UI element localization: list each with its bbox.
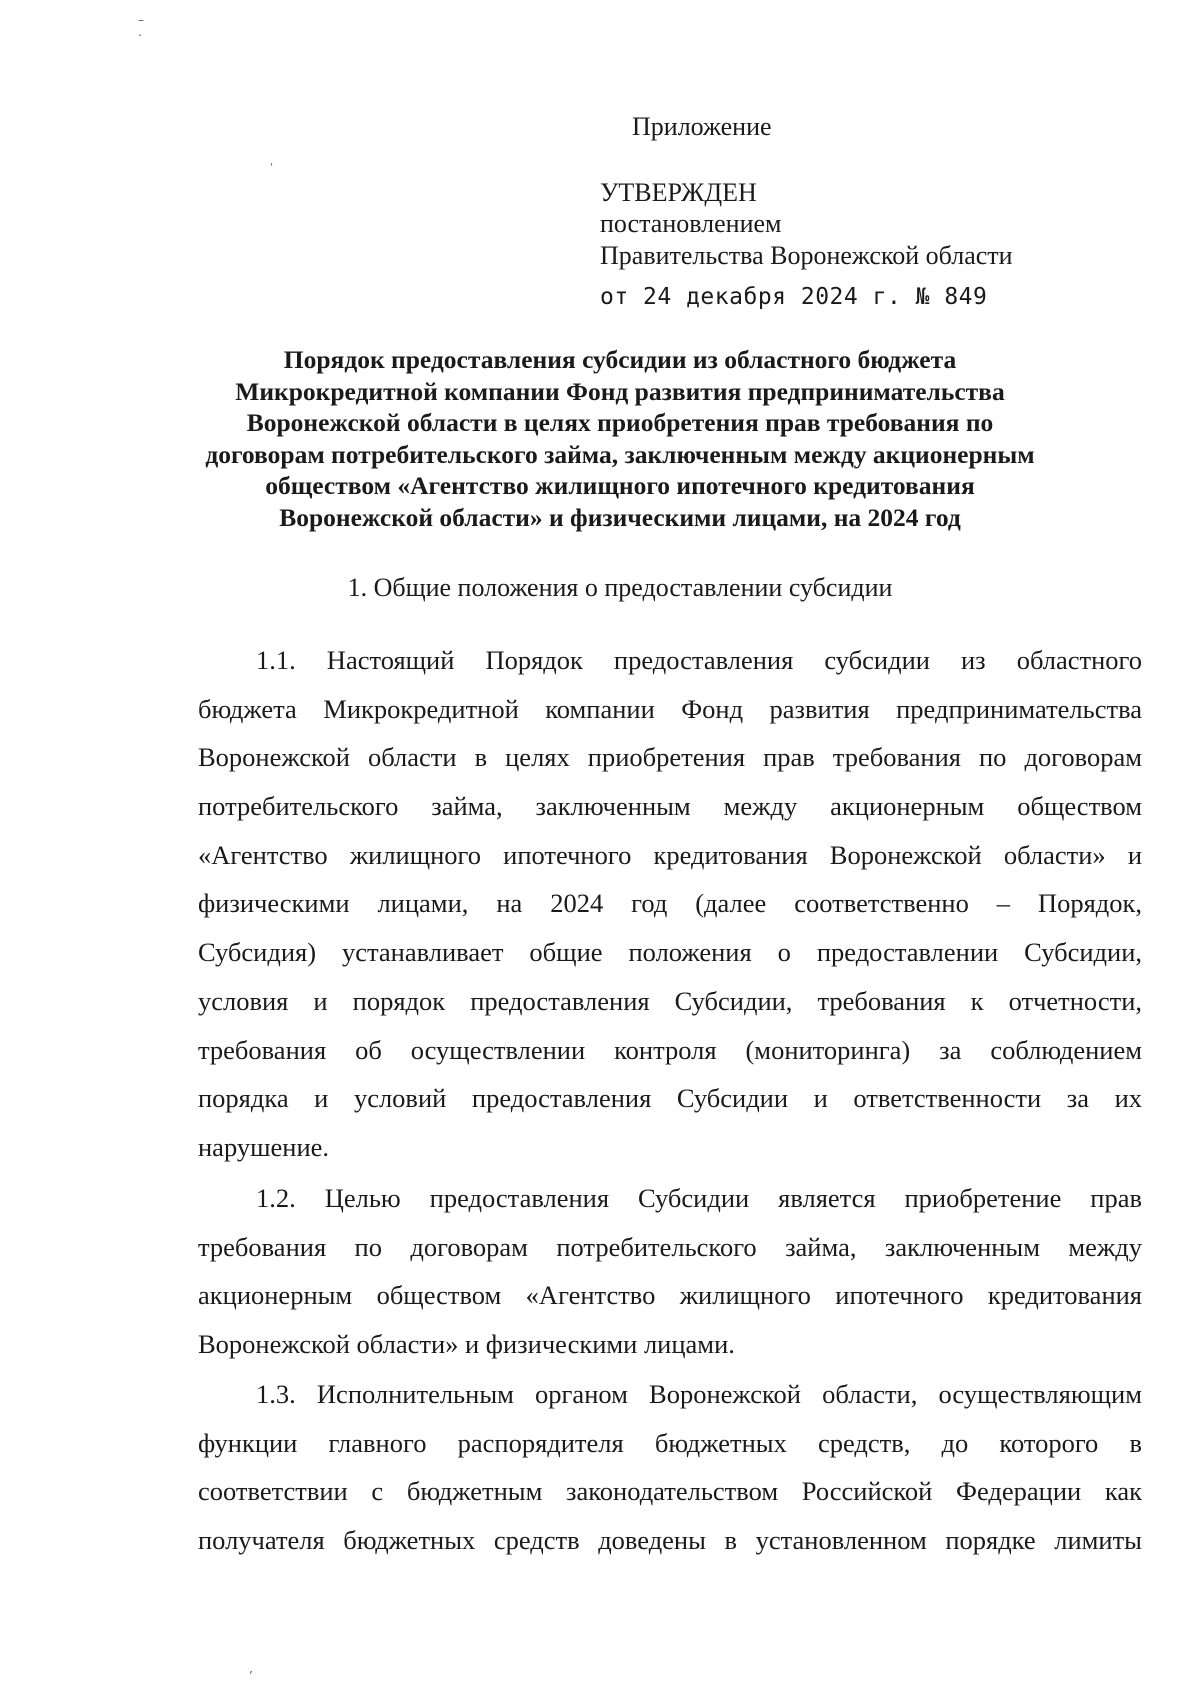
scan-artifact-dot: ‘	[270, 162, 274, 173]
government-label: Правительства Воронежской области	[600, 241, 1013, 270]
paragraph-line: нарушение.	[198, 1131, 330, 1162]
title-line: Воронежской области» и физическими лицами, на 2024 год	[279, 502, 961, 532]
by-decree-label: постановлением	[600, 209, 782, 238]
title-line: Воронежской области в целях приобретения прав требования по	[246, 408, 994, 437]
paragraph-line: функции главного распорядителя бюджетных средств, до которого в	[198, 1427, 1142, 1458]
paragraph-line: Воронежской области в целях приобретения прав требования по договорам	[198, 742, 1142, 773]
title-line: обществом «Агентство жилищного ипотечного кредитования	[265, 471, 975, 500]
paragraph-line: Воронежской области» и физическими лицами.	[198, 1329, 735, 1360]
title-line: Микрокредитной компании Фонд развития предпринимательства	[235, 376, 1005, 406]
paragraph-line: 1.1. Настоящий Порядок предоставления субсидии из областного	[256, 645, 1142, 675]
paragraph-1-1	[198, 636, 1142, 1172]
title-line: Порядок предоставления субсидии из областного бюджета	[283, 345, 957, 374]
paragraph-line: получателя бюджетных средств доведены в установленном порядке лимиты	[198, 1525, 1142, 1556]
paragraph-line: соответствии с бюджетным законодательством Российской Федерации как	[198, 1476, 1142, 1507]
appendix-label: Приложение	[632, 112, 772, 141]
approved-label: УТВЕРЖДЕН	[600, 178, 757, 207]
paragraph-line: «Агентство жилищного ипотечного кредитования Воронежской области» и	[198, 839, 1142, 870]
paragraph-line: потребительского займа, заключенным между акционерным обществом	[198, 791, 1142, 822]
paragraph-line: физическими лицами, на 2024 год (далее соответственно – Порядок,	[198, 888, 1142, 919]
section-heading: 1. Общие положения о предоставлении субсидии	[347, 573, 893, 602]
paragraph-1-2	[198, 1174, 1142, 1369]
scan-artifact-top: – ․	[138, 13, 144, 39]
paragraph-line: акционерным обществом «Агентство жилищного ипотечного кредитования	[198, 1280, 1142, 1311]
paragraph-line: требования об осуществлении контроля (мониторинга) за соблюдением	[198, 1034, 1142, 1065]
decree-date: от 24 декабря 2024 г. № 849	[600, 284, 988, 310]
paragraph-line: условия и порядок предоставления Субсидии, требования к отчетности,	[198, 985, 1142, 1016]
paragraph-line: Субсидия) устанавливает общие положения о предоставлении Субсидии,	[198, 937, 1142, 968]
paragraph-line: бюджета Микрокредитной компании Фонд развития предпринимательства	[198, 693, 1142, 724]
paragraph-line: порядка и условий предоставления Субсидии и ответственности за их	[198, 1083, 1142, 1114]
paragraph-line: 1.2. Целью предоставления Субсидии является приобретение прав	[256, 1183, 1142, 1213]
document-title	[190, 344, 1050, 533]
paragraph-1-3	[198, 1370, 1142, 1565]
paragraph-line: требования по договорам потребительского займа, заключенным между	[198, 1231, 1142, 1262]
scan-artifact-bottom: ’	[249, 1669, 253, 1683]
title-line: договорам потребительского займа, заключенным между акционерным	[205, 439, 1035, 469]
approval-block	[600, 112, 1120, 312]
paragraph-line: 1.3. Исполнительным органом Воронежской области, осуществляющим	[256, 1379, 1142, 1409]
